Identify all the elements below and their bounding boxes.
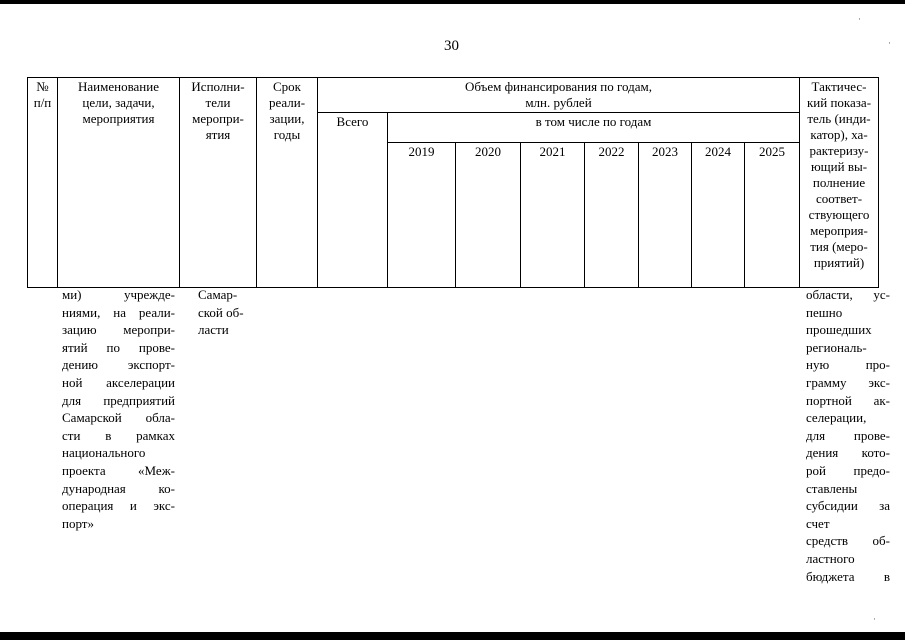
financing-table xyxy=(27,77,879,288)
header-indicator: Тактичес- кий показа- тель (инди- катор), ха- рактеризу- ющий вы- полнение соответ- ствующего мероприя- тия (меро- приятий) xyxy=(800,78,879,288)
header-year: 2025 xyxy=(745,143,800,288)
table-header xyxy=(27,77,879,288)
header-funding: Объем финансирования по годам, млн. рублей xyxy=(318,78,800,113)
header-num: № п/п xyxy=(28,78,58,288)
header-term: Срок реали- зации, годы xyxy=(257,78,318,288)
header-executors: Исполни- тели меропри- ятия xyxy=(180,78,257,288)
bottom-border xyxy=(0,632,905,640)
header-year: 2021 xyxy=(521,143,585,288)
header-year: 2020 xyxy=(456,143,521,288)
header-total: Всего xyxy=(318,113,388,288)
header-year: 2019 xyxy=(388,143,456,288)
top-border xyxy=(0,0,905,4)
scan-speck: · xyxy=(888,38,891,48)
row-executor-text: Самар- ской об- ласти xyxy=(198,287,244,338)
page-number: 30 xyxy=(444,38,459,54)
row-indicator-text: области, ус- пешно прошедших региональ- ную про- грамму экс- портной ак- селерации, для прове- дения кото- рой предо- ставлены субсидии за счет средств об- ластного бюджета в xyxy=(806,287,890,584)
scan-speck: · xyxy=(873,614,876,624)
header-year: 2023 xyxy=(639,143,692,288)
row-name-text: ми) учрежде- ниями, на реали- зацию меропри- ятий по прове- дению экспорт- ной акселерации для предприятий Самарской обла- сти в рамках национального проекта «Меж- дународная ко- операция и экс- порт» xyxy=(62,287,175,531)
header-year: 2024 xyxy=(692,143,745,288)
header-by-years: в том числе по годам xyxy=(388,113,800,143)
scan-speck: · xyxy=(858,14,861,24)
header-year: 2022 xyxy=(585,143,639,288)
header-name: Наименование цели, задачи, мероприятия xyxy=(58,78,180,288)
